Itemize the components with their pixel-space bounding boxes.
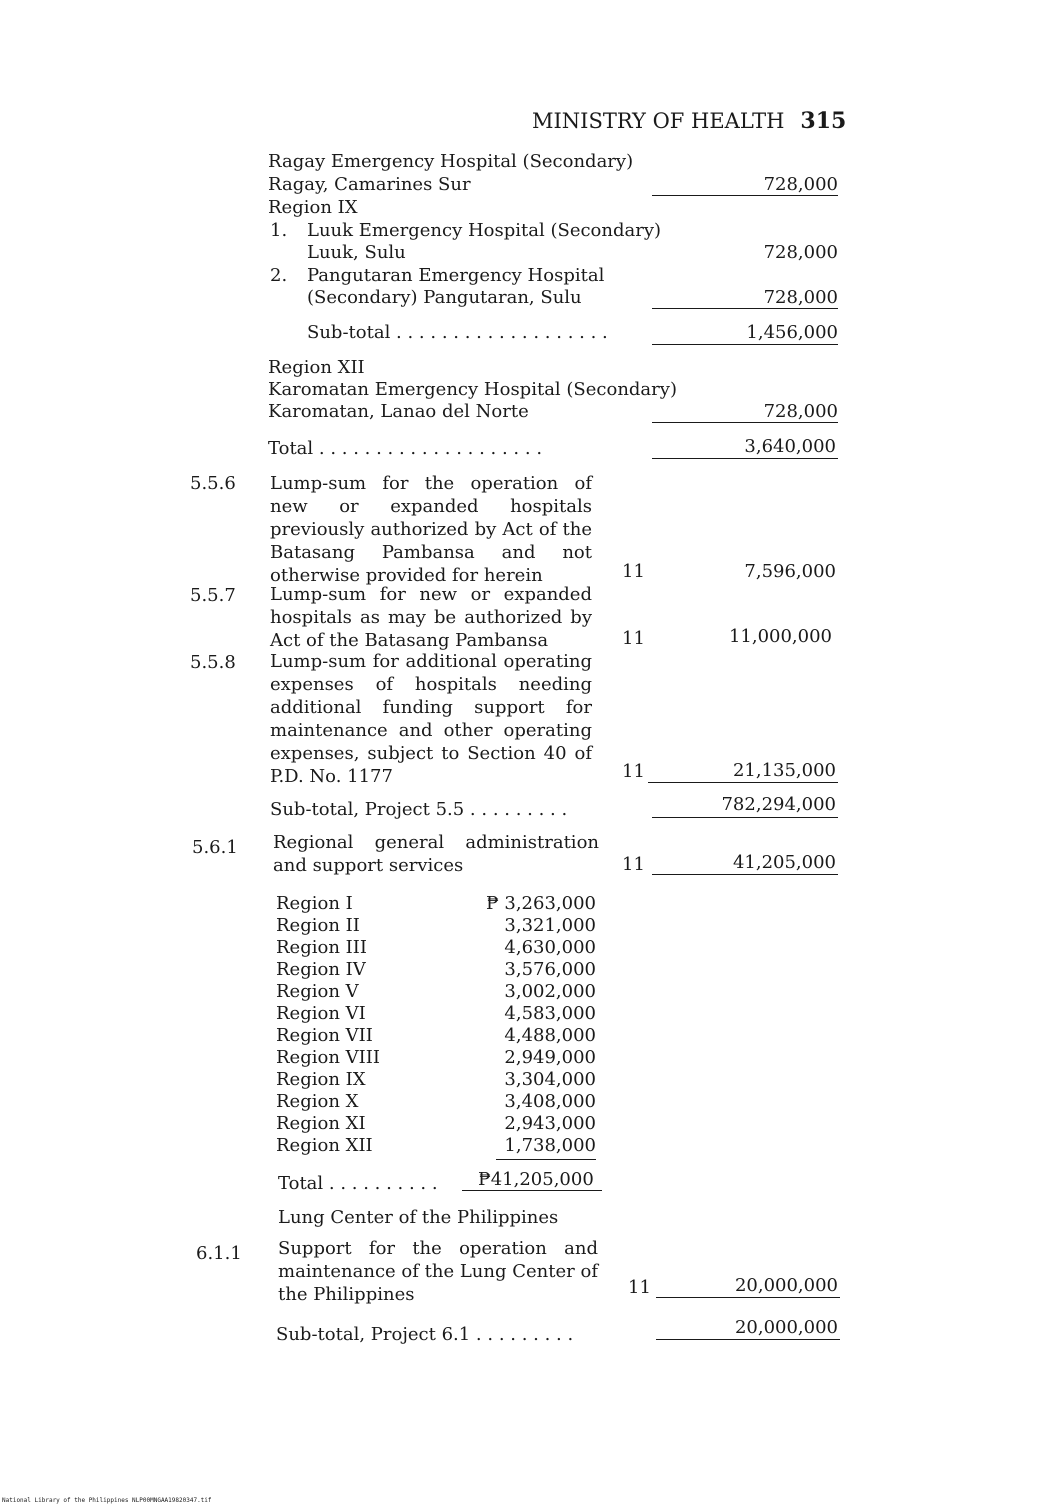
item-cd: 11	[622, 761, 645, 782]
region-amount: 3,408,000	[504, 1091, 596, 1112]
item-code: 6.1.1	[196, 1243, 242, 1264]
divider	[496, 1159, 596, 1160]
region9-subtotal-amount: 1,456,000	[746, 322, 838, 343]
list-item	[276, 1112, 596, 1134]
item-description: Lump-sum for new or expanded hospitals as may be authorized by Act of the Batasang Pambansa	[270, 584, 592, 651]
item-amount: 21,135,000	[732, 760, 836, 781]
region-name: Region X	[276, 1091, 359, 1112]
lung-center-heading: Lung Center of the Philippines	[278, 1207, 559, 1228]
item-amount: 41,205,000	[732, 852, 836, 873]
region9-item1-line1: Luuk Emergency Hospital (Secondary)	[307, 220, 662, 241]
list-item	[276, 958, 596, 980]
region-amount: 3,304,000	[504, 1069, 596, 1090]
item-description: Lump-sum for the operation of new or expanded hospitals previously authorized by Act of the Batasang Pambansa and not otherwise provided for herein	[270, 473, 592, 586]
subtotal-project-6-1-amount: 20,000,000	[734, 1317, 838, 1338]
regions-total-label: Total . . . . . . . . . .	[278, 1173, 438, 1194]
list-item	[276, 914, 596, 936]
divider	[652, 195, 838, 196]
list-item	[276, 892, 596, 914]
region-amount: 1,738,000	[504, 1135, 596, 1156]
item-amount: 20,000,000	[734, 1275, 838, 1296]
divider	[652, 817, 838, 818]
region-name: Region V	[276, 981, 359, 1002]
region-name: Region IX	[276, 1069, 366, 1090]
region12-heading: Region XII	[268, 357, 365, 378]
region9-heading: Region IX	[268, 197, 358, 218]
list-item	[276, 980, 596, 1002]
divider	[652, 458, 838, 459]
page-title: MINISTRY OF HEALTH	[532, 109, 785, 133]
region-amount: 4,630,000	[504, 937, 596, 958]
regions-total-amount: ₱41,205,000	[478, 1169, 594, 1190]
list-item	[276, 1002, 596, 1024]
region-name: Region I	[276, 893, 353, 914]
region-amount: 4,583,000	[504, 1003, 596, 1024]
item-code: 5.6.1	[192, 837, 238, 858]
list-item	[276, 1090, 596, 1112]
region9-item1-number: 1.	[270, 220, 288, 241]
page-header	[532, 110, 846, 133]
ragay-amount: 728,000	[763, 174, 838, 195]
item-cd: 11	[622, 561, 645, 582]
divider	[652, 308, 838, 309]
list-item	[276, 1134, 596, 1156]
item-description: Support for the operation and maintenance of the Lung Center of the Philippines	[278, 1238, 598, 1305]
subtotal-project-5-5-amount: 782,294,000	[721, 794, 836, 815]
region-name: Region IV	[276, 959, 366, 980]
list-item	[276, 936, 596, 958]
region-amount: 3,576,000	[504, 959, 596, 980]
region-amount: 2,943,000	[504, 1113, 596, 1134]
region-amount: 4,488,000	[504, 1025, 596, 1046]
region-name: Region III	[276, 937, 367, 958]
list-item	[276, 1024, 596, 1046]
region-name: Region XII	[276, 1135, 373, 1156]
divider	[656, 1297, 840, 1298]
subtotal-project-5-5-label: Sub-total, Project 5.5 . . . . . . . . .	[270, 799, 568, 820]
item-description: Lump-sum for additional operating expenses of hospitals needing additional funding support for maintenance and other operating expenses, subject to Section 40 of P.D. No. 1177	[270, 651, 592, 787]
divider	[652, 874, 838, 875]
region-amount: 3,321,000	[504, 915, 596, 936]
region-amount: ₱ 3,263,000	[485, 893, 596, 914]
divider	[656, 1339, 840, 1340]
region9-item2-line1: Pangutaran Emergency Hospital	[307, 265, 605, 286]
region9-item1-amount: 728,000	[763, 242, 838, 263]
total-label: Total . . . . . . . . . . . . . . . . . . . .	[268, 438, 543, 459]
list-item	[276, 1046, 596, 1068]
list-item	[276, 1068, 596, 1090]
region9-item1-line2: Luuk, Sulu	[307, 242, 406, 263]
regional-breakdown	[276, 892, 596, 1156]
divider	[648, 782, 838, 783]
region12-amount: 728,000	[763, 401, 838, 422]
divider	[652, 344, 838, 345]
item-cd: 11	[622, 854, 645, 875]
ragay-line1: Ragay Emergency Hospital (Secondary)	[268, 151, 634, 172]
item-code: 5.5.8	[190, 652, 236, 673]
total-amount: 3,640,000	[744, 436, 836, 457]
item-code: 5.5.7	[190, 585, 236, 606]
divider	[462, 1190, 602, 1191]
item-description: Regional general administration and support services	[273, 832, 599, 876]
item-amount: 11,000,000	[728, 626, 832, 647]
page-number: 315	[800, 108, 847, 134]
region-name: Region XI	[276, 1113, 366, 1134]
item-cd: 11	[622, 628, 645, 649]
region9-item2-line2: (Secondary) Pangutaran, Sulu	[307, 287, 582, 308]
region-name: Region II	[276, 915, 360, 936]
subtotal-project-6-1-label: Sub-total, Project 6.1 . . . . . . . . .	[276, 1324, 574, 1345]
region9-subtotal-label: Sub-total . . . . . . . . . . . . . . . . . . .	[307, 322, 608, 343]
region9-item2-number: 2.	[270, 265, 288, 286]
region-name: Region VII	[276, 1025, 373, 1046]
region-name: Region VI	[276, 1003, 366, 1024]
item-cd: 11	[628, 1277, 651, 1298]
region-name: Region VIII	[276, 1047, 380, 1068]
item-code: 5.5.6	[190, 473, 236, 494]
region-amount: 3,002,000	[504, 981, 596, 1002]
region12-line2: Karomatan, Lanao del Norte	[268, 401, 529, 422]
divider	[652, 422, 838, 423]
item-amount: 7,596,000	[744, 561, 836, 582]
region9-item2-amount: 728,000	[763, 287, 838, 308]
region-amount: 2,949,000	[504, 1047, 596, 1068]
region12-line1: Karomatan Emergency Hospital (Secondary)	[268, 379, 677, 400]
ragay-line2: Ragay, Camarines Sur	[268, 174, 471, 195]
scan-footer: National Library of the Philippines NLP00MNGAA19820347.tif	[2, 1497, 212, 1504]
